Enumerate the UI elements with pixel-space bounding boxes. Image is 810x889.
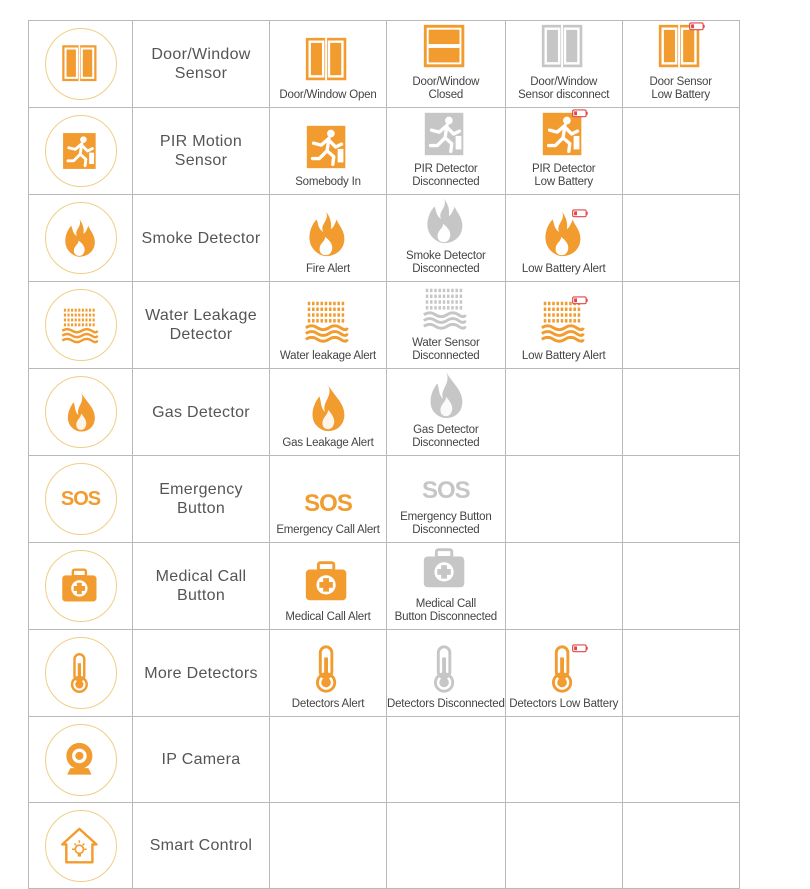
device-icon-cell [29, 630, 133, 717]
status-label-line: Disconnected [412, 263, 480, 275]
status-label [282, 437, 373, 450]
status-cell [387, 456, 506, 543]
fire-low-battery-icon [538, 208, 590, 263]
device-name-line: Smart Control [149, 837, 253, 854]
status-cell [505, 630, 622, 717]
medical-kit-icon [302, 556, 354, 611]
device-name [133, 132, 269, 170]
door-disconnected-icon [538, 21, 590, 76]
device-name-line: Gas Detector [152, 403, 250, 421]
empty-cell [622, 195, 739, 282]
status-label-line: Detectors Low Battery [509, 698, 619, 710]
status-label-line: Door Sensor [649, 76, 712, 88]
table-row [29, 21, 740, 108]
table-row [29, 456, 740, 543]
status-label [650, 76, 712, 102]
sos-disconnected-icon: SOS [422, 477, 470, 504]
status-label-line: Disconnected [412, 524, 480, 536]
status-label [276, 524, 379, 537]
status-label-line: Disconnected [412, 350, 480, 362]
status-label [306, 263, 350, 276]
gas-flame-icon [302, 382, 354, 437]
status-label-line: Detectors Disconnected [387, 698, 505, 710]
device-icon-cell [29, 717, 133, 803]
status-label [406, 250, 486, 276]
device-name [133, 480, 269, 518]
sos-text: SOS [60, 487, 101, 510]
status-cell [505, 195, 622, 282]
status-cell [270, 108, 387, 195]
status-cell [270, 195, 387, 282]
door-closed-icon [420, 21, 472, 76]
sos-icon [45, 463, 117, 535]
thermometer-icon [302, 643, 354, 698]
table-row [29, 282, 740, 369]
device-name [133, 229, 269, 248]
thermometer-low-battery-icon [538, 643, 590, 698]
status-label-line: Emergency Button [400, 511, 492, 523]
device-name-line: Button [176, 587, 226, 604]
status-label-line: Smoke Detector [406, 250, 486, 262]
status-cell [505, 21, 622, 108]
status-label [412, 424, 479, 450]
empty-cell [505, 369, 622, 456]
status-label [387, 698, 505, 711]
status-label [412, 76, 479, 102]
table-row [29, 717, 740, 803]
status-label-line: Low Battery [651, 89, 710, 101]
empty-cell [622, 803, 739, 889]
device-name-line: More Detectors [144, 664, 258, 682]
device-name [133, 403, 269, 422]
status-label [395, 598, 497, 624]
status-label-line: Disconnected [412, 437, 480, 449]
status-cell [270, 369, 387, 456]
running-man-icon [302, 121, 354, 176]
status-label-line: Button Disconnected [394, 611, 497, 623]
door-low-battery-icon [655, 21, 707, 76]
status-label [412, 337, 479, 363]
running-man-disconnected-icon [420, 108, 472, 163]
empty-cell [622, 369, 739, 456]
status-label-line: Emergency Call Alert [276, 524, 380, 536]
status-label [280, 350, 376, 363]
medical-kit-icon [45, 550, 117, 622]
status-label-line: Fire Alert [305, 263, 350, 275]
fire-icon [302, 208, 354, 263]
device-icon-cell [29, 456, 133, 543]
device-name-cell [133, 108, 270, 195]
device-name-line: Sensor [174, 152, 228, 169]
device-name-line: Door/Window [151, 46, 251, 63]
fire-disconnected-icon [420, 195, 472, 250]
device-name-cell [133, 717, 270, 803]
status-label [532, 163, 595, 189]
status-label-line: Disconnected [412, 176, 480, 188]
table-row [29, 195, 740, 282]
status-label-line: PIR Detector [531, 163, 596, 175]
status-label [285, 611, 370, 624]
device-name-cell [133, 803, 270, 889]
running-man-low-battery-icon [538, 108, 590, 163]
status-cell [505, 108, 622, 195]
smart-home-icon [45, 810, 117, 882]
status-label [522, 263, 606, 276]
status-cell [270, 282, 387, 369]
empty-cell [622, 282, 739, 369]
status-label-line: Door/Window [412, 76, 480, 88]
device-name-cell [133, 456, 270, 543]
status-label-line: Low Battery [534, 176, 593, 188]
status-label-line: Detectors Alert [291, 698, 365, 710]
empty-cell [505, 717, 622, 803]
device-name-cell [133, 630, 270, 717]
empty-cell [505, 456, 622, 543]
device-name [133, 836, 269, 855]
empty-cell [505, 543, 622, 630]
status-label [279, 89, 376, 102]
device-name-line: Smoke Detector [141, 229, 261, 247]
status-label-line: Somebody In [295, 176, 361, 188]
status-label-line: Medical Call Alert [285, 611, 371, 623]
device-name-line: Detector [169, 326, 233, 343]
device-name [133, 750, 269, 769]
status-label-line: Water Sensor [412, 337, 480, 349]
device-name [133, 306, 269, 344]
status-label [522, 350, 606, 363]
sos-icon: SOS [304, 490, 352, 517]
device-name-line: Emergency [159, 481, 243, 498]
device-name-cell [133, 195, 270, 282]
status-label [295, 176, 361, 189]
status-cell [622, 21, 739, 108]
status-label-line: Sensor disconnect [518, 89, 610, 101]
device-name-cell [133, 282, 270, 369]
gas-flame-icon [45, 376, 117, 448]
status-label-line: Medical Call [415, 598, 476, 610]
empty-cell [270, 717, 387, 803]
empty-cell [622, 456, 739, 543]
device-name-cell [133, 21, 270, 108]
status-label-line: Door/Window Open [279, 89, 377, 101]
door-open-icon [302, 34, 354, 89]
fire-icon [45, 202, 117, 274]
status-label-line: Closed [428, 89, 464, 101]
status-cell [270, 21, 387, 108]
device-name-cell [133, 543, 270, 630]
camera-icon [45, 724, 117, 796]
door-icon [45, 28, 117, 100]
device-name [133, 45, 269, 83]
device-name [133, 664, 269, 683]
status-label [400, 511, 491, 537]
device-name-line: Medical Call [155, 568, 247, 585]
device-icon-cell [29, 369, 133, 456]
device-name [133, 567, 269, 605]
empty-cell [622, 543, 739, 630]
status-cell [387, 369, 506, 456]
table-row [29, 108, 740, 195]
thermometer-icon [45, 637, 117, 709]
status-cell [387, 108, 506, 195]
empty-cell [505, 803, 622, 889]
device-name-cell [133, 369, 270, 456]
status-cell [387, 21, 506, 108]
water-icon [302, 295, 354, 350]
empty-cell [270, 803, 387, 889]
status-label [509, 698, 618, 711]
device-name-line: PIR Motion [159, 133, 243, 150]
thermometer-disconnected-icon [420, 643, 472, 698]
device-icon-cell [29, 108, 133, 195]
status-label [518, 76, 609, 102]
status-cell [387, 630, 506, 717]
status-cell [387, 195, 506, 282]
table-row [29, 803, 740, 889]
status-cell [505, 282, 622, 369]
empty-cell [622, 630, 739, 717]
device-icon-cell [29, 543, 133, 630]
device-name-line: Sensor [174, 65, 228, 82]
device-icon-cell [29, 803, 133, 889]
sensor-status-table [28, 20, 740, 889]
medical-kit-disconnected-icon [420, 543, 472, 598]
status-label-line: Low Battery Alert [521, 350, 606, 362]
status-label-line: Gas Leakage Alert [282, 437, 374, 449]
status-cell [387, 543, 506, 630]
empty-cell [622, 108, 739, 195]
status-label [412, 163, 479, 189]
device-icon-cell [29, 282, 133, 369]
status-cell [387, 282, 506, 369]
status-label-line: Gas Detector [413, 424, 479, 436]
water-low-battery-icon [538, 295, 590, 350]
empty-cell [387, 803, 506, 889]
status-cell [270, 543, 387, 630]
status-cell [270, 456, 387, 543]
device-name-line: Water Leakage [145, 307, 257, 324]
status-label-line: Water leakage Alert [279, 350, 377, 362]
status-label-line: Low Battery Alert [521, 263, 606, 275]
water-icon [45, 289, 117, 361]
device-icon-cell [29, 195, 133, 282]
device-name-line: IP Camera [161, 751, 241, 768]
device-icon-cell [29, 21, 133, 108]
empty-cell [387, 717, 506, 803]
running-man-icon [45, 115, 117, 187]
table-row [29, 369, 740, 456]
water-disconnected-icon [420, 282, 472, 337]
device-name-line: Button [176, 500, 226, 517]
gas-flame-disconnected-icon [420, 369, 472, 424]
status-cell [270, 630, 387, 717]
empty-cell [622, 717, 739, 803]
table-row [29, 543, 740, 630]
status-label-line: Door/Window [530, 76, 598, 88]
status-label-line: PIR Detector [414, 163, 478, 175]
status-label [292, 698, 364, 711]
table-row [29, 630, 740, 717]
